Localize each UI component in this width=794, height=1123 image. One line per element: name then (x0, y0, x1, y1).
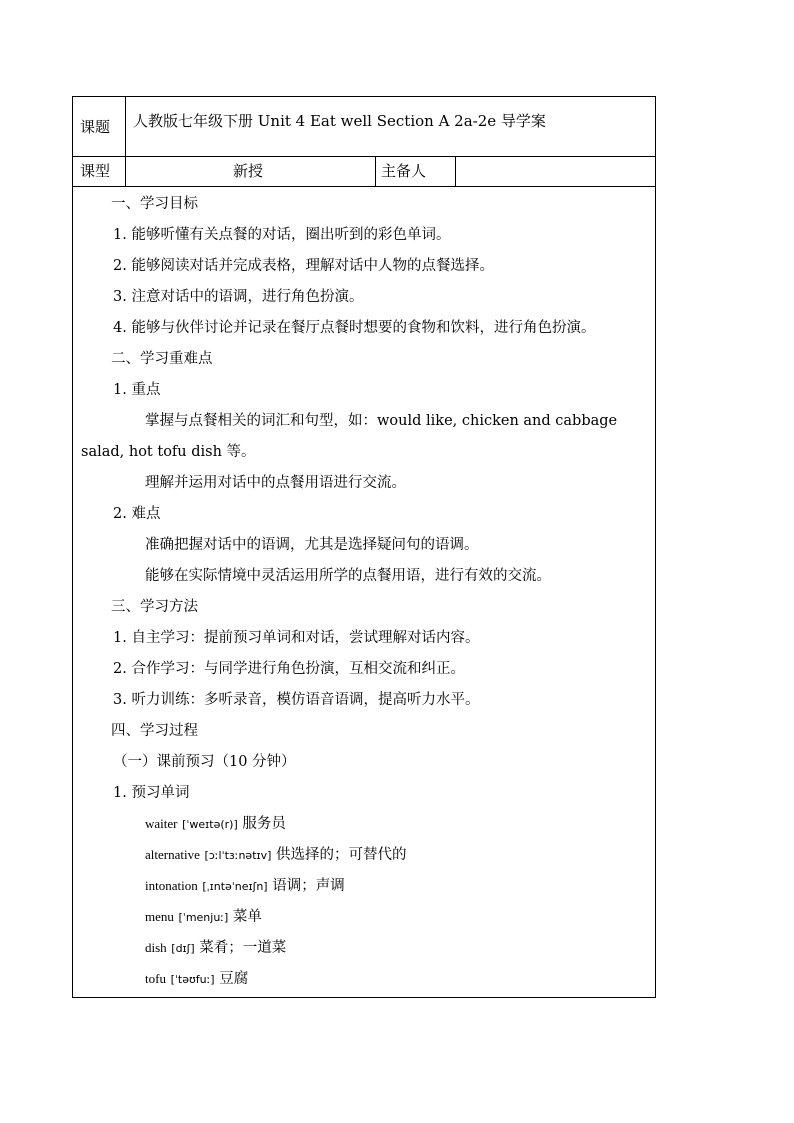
objective-item: 2. 能够阅读对话并完成表格，理解对话中人物的点餐选择。 (113, 258, 494, 274)
vocab-phonetic: [ˈtəʊfuː] (170, 973, 215, 986)
vocab-meaning: 语调；声调 (272, 878, 345, 894)
difficulty-line: 准确把握对话中的语调，尤其是选择疑问句的语调。 (145, 537, 479, 553)
vocab-phonetic: [ˈmenjuː] (178, 911, 229, 924)
key-point-line: 理解并运用对话中的点餐用语进行交流。 (145, 475, 406, 491)
method-item: 1. 自主学习：提前预习单词和对话，尝试理解对话内容。 (113, 630, 480, 646)
key-point-title: 1. 重点 (113, 382, 161, 398)
course-title: 人教版七年级下册 Unit 4 Eat well Section A 2a-2e 导学案 (133, 112, 546, 130)
vocab-meaning: 供选择的；可替代的 (276, 847, 407, 863)
key-point-line: salad, hot tofu dish 等。 (81, 444, 256, 460)
objective-item: 4. 能够与伙伴讨论并记录在餐厅点餐时想要的食物和饮料，进行角色扮演。 (113, 320, 596, 336)
vocab-entry (145, 939, 286, 958)
vocab-meaning: 菜单 (232, 909, 262, 925)
vocab-entry (145, 846, 407, 865)
vocab-word: dish (145, 940, 167, 955)
vocab-phonetic: [dɪʃ] (171, 942, 195, 955)
type-label: 课型 (80, 162, 111, 180)
vocab-meaning: 菜肴；一道菜 (199, 940, 287, 956)
host-label: 主备人 (381, 162, 427, 180)
vocab-phonetic: [ˈweɪtə(r)] (182, 818, 238, 831)
vocab-word: menu (145, 909, 174, 924)
key-point-line: 掌握与点餐相关的词汇和句型，如：would like, chicken and cabbage (145, 413, 618, 429)
preview-subtitle: （一）课前预习（10 分钟） (113, 754, 296, 770)
column-divider (125, 156, 126, 186)
vocab-entry (145, 877, 345, 896)
type-row (73, 156, 655, 187)
method-item: 2. 合作学习：与同学进行角色扮演，互相交流和纠正。 (113, 661, 465, 677)
vocab-title: 1. 预习单词 (113, 785, 190, 801)
lesson-plan-table (72, 96, 656, 998)
vocab-meaning: 服务员 (242, 816, 286, 832)
type-value: 新授 (233, 162, 264, 180)
vocab-word: waiter (145, 816, 178, 831)
vocab-word: alternative (145, 847, 200, 862)
course-label: 课题 (80, 118, 111, 136)
difficulty-line: 能够在实际情境中灵活运用所学的点餐用语，进行有效的交流。 (145, 568, 551, 584)
difficulty-title: 2. 难点 (113, 506, 161, 522)
column-divider (455, 156, 456, 186)
section-objectives-title: 一、学习目标 (111, 196, 198, 212)
title-row (73, 97, 655, 157)
section-process-title: 四、学习过程 (111, 723, 198, 739)
vocab-word: tofu (145, 971, 166, 986)
vocab-entry (145, 908, 262, 927)
vocab-meaning: 豆腐 (219, 971, 249, 987)
section-methods-title: 三、学习方法 (111, 599, 198, 615)
section-keypoints-title: 二、学习重难点 (111, 351, 213, 367)
objective-item: 3. 注意对话中的语调，进行角色扮演。 (113, 289, 364, 305)
objective-item: 1. 能够听懂有关点餐的对话，圈出听到的彩色单词。 (113, 227, 451, 243)
vocab-phonetic: [ɔːlˈtɜːnətɪv] (204, 849, 272, 862)
vocab-entry (145, 970, 248, 989)
column-divider (125, 97, 126, 156)
vocab-entry (145, 815, 286, 834)
method-item: 3. 听力训练：多听录音，模仿语音语调，提高听力水平。 (113, 692, 480, 708)
vocab-word: intonation (145, 878, 198, 893)
column-divider (375, 156, 376, 186)
vocab-phonetic: [ˌɪntəˈneɪʃn] (202, 880, 268, 893)
